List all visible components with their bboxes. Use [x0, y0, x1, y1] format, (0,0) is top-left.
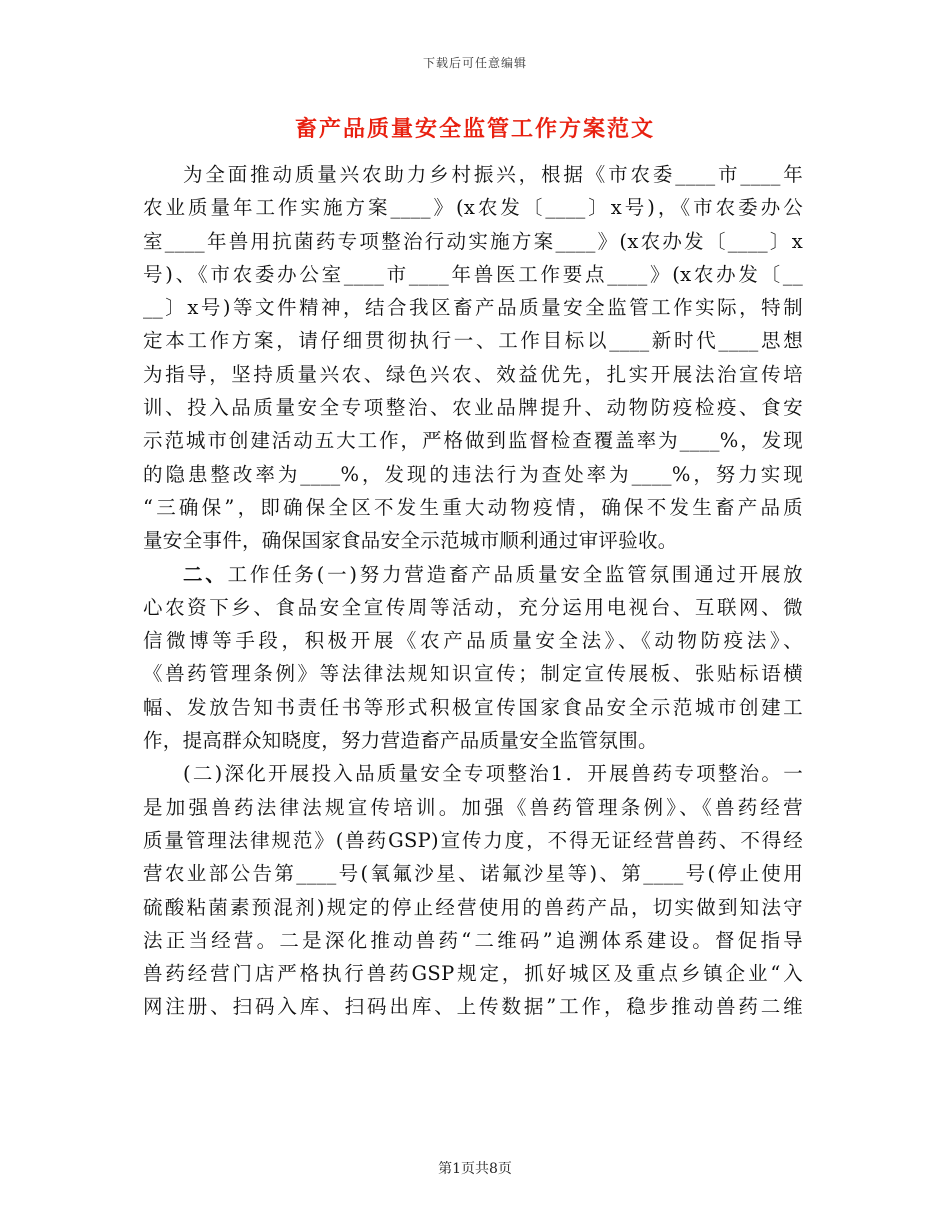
paragraph-1-line: 的隐患整改率为____%，发现的违法行为查处率为____%，努力实现 — [143, 462, 803, 486]
section-two-heading: 二、 — [183, 562, 228, 586]
paragraph-1-line: 量安全事件，确保国家食品安全示范城市顺利通过审评验收。 — [143, 529, 678, 553]
page-header-note: 下载后可任意编辑 — [422, 56, 527, 70]
page-number-footer: 第1页共8页 — [438, 1161, 512, 1177]
paragraph-1-line: “三确保”，即确保全区不发生重大动物疫情，确保不发生畜产品质 — [143, 495, 803, 519]
paragraph-2-line: 心农资下乡、食品安全宣传周等活动，充分运用电视台、互联网、微 — [143, 595, 803, 619]
paragraph-1-line: 训、投入品质量安全专项整治、农业品牌提升、动物防疫检疫、食安 — [143, 396, 803, 420]
paragraph-2-text: 工作任务(一)努力营造畜产品质量安全监管氛围通过开展放 — [227, 562, 803, 586]
paragraph-1-line: 定本工作方案，请仔细贯彻执行一、工作目标以____新时代____思想 — [143, 329, 803, 353]
paragraph-3-line: 营农业部公告第____号(氧氟沙星、诺氟沙星等)、第____号(停止使用 — [143, 862, 803, 886]
document-title: 畜产品质量安全监管工作方案范文 — [294, 116, 655, 142]
paragraph-1-line: 示范城市创建活动五大工作，严格做到监督检查覆盖率为____%，发现 — [143, 429, 803, 453]
paragraph-1-line: 为全面推动质量兴农助力乡村振兴，根据《市农委____市____年 — [183, 163, 803, 186]
paragraph-1-line: 室____年兽用抗菌药专项整治行动实施方案____》(x农办发〔____〕x — [143, 229, 803, 253]
paragraph-1-line: 为指导，坚持质量兴农、绿色兴农、效益优先，扎实开展法治宣传培 — [143, 362, 803, 386]
paragraph-2-line: 《兽药管理条例》等法律法规知识宣传；制定宣传展板、张贴标语横 — [143, 662, 803, 686]
paragraph-1-line: 农业质量年工作实施方案____》(x农发〔____〕x号)，《市农委办公 — [143, 196, 803, 220]
paragraph-3-line: (二)深化开展投入品质量安全专项整治1．开展兽药专项整治。一 — [183, 762, 803, 786]
paragraph-3-line: 兽药经营门店严格执行兽药GSP规定，抓好城区及重点乡镇企业“入 — [143, 962, 803, 986]
paragraph-3-line: 法正当经营。二是深化推动兽药“二维码”追溯体系建设。督促指导 — [143, 928, 803, 952]
paragraph-2-line: 作，提高群众知晓度，努力营造畜产品质量安全监管氛围。 — [143, 729, 658, 753]
paragraph-3-line: 是加强兽药法律法规宣传培训。加强《兽药管理条例》、《兽药经营 — [143, 795, 803, 819]
paragraph-3-line: 硫酸粘菌素预混剂)规定的停止经营使用的兽药产品，切实做到知法守 — [143, 895, 803, 919]
paragraph-3-line: 质量管理法律规范》(兽药GSP)宣传力度，不得无证经营兽药、不得经 — [143, 828, 803, 852]
paragraph-1-line: __〕x号)等文件精神，结合我区畜产品质量安全监管工作实际，特制 — [143, 296, 803, 320]
paragraph-2-line — [143, 558, 803, 591]
paragraph-1-line: 号)、《市农委办公室____市____年兽医工作要点____》(x农办发〔__ — [143, 262, 803, 286]
paragraph-2-line: 信微博等手段，积极开展《农产品质量安全法》、《动物防疫法》、 — [143, 629, 803, 653]
document-body — [143, 158, 803, 1024]
paragraph-3-line: 网注册、扫码入库、扫码出库、上传数据”工作，稳步推动兽药二维 — [143, 995, 803, 1019]
paragraph-2-line: 幅、发放告知书责任书等形式积极宣传国家食品安全示范城市创建工 — [143, 695, 803, 719]
